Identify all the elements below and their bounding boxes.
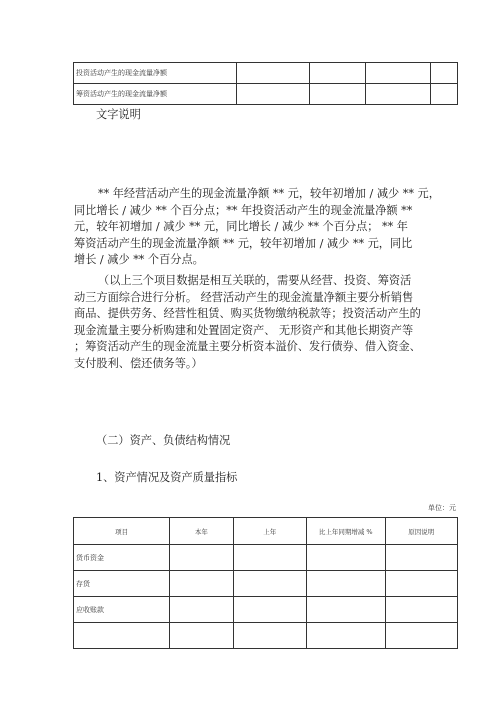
paragraph-line: 动三方面综合进行分析。 经营活动产生的现金流量净额主要分析销售 <box>74 290 414 304</box>
table-cell <box>385 571 457 597</box>
row-label <box>74 623 170 649</box>
table-cell <box>306 597 385 623</box>
paragraph-line: 增长 / 减少 ** 个百分点。 <box>74 253 204 266</box>
table-row <box>74 545 458 571</box>
table-cell <box>306 623 385 649</box>
table-header-row <box>74 518 458 545</box>
analysis-paragraph <box>74 273 460 372</box>
column-header: 本年 <box>170 518 233 545</box>
paragraph-line: 筹资活动产生的现金流量净额 ** 元，较年初增加 / 减少 ** 元，同比 <box>74 236 413 250</box>
subsection-heading: 1、资产情况及资产质量指标 <box>96 471 238 484</box>
table-cell <box>170 545 233 571</box>
row-label: 货币资金 <box>74 545 170 571</box>
column-header: 原因说明 <box>385 518 457 545</box>
table-row <box>74 84 458 105</box>
row-label: 存货 <box>74 571 170 597</box>
table-row <box>74 597 458 623</box>
table-cell <box>366 84 431 105</box>
row-label: 投资活动产生的现金流量净额 <box>74 63 237 84</box>
table-cell <box>170 623 233 649</box>
row-label: 筹资活动产生的现金流量净额 <box>74 84 237 105</box>
text-note-heading: 文字说明 <box>96 108 141 121</box>
cash-flow-table <box>73 62 458 105</box>
row-label: 应收账款 <box>74 597 170 623</box>
table-cell <box>233 597 306 623</box>
table-row <box>74 63 458 84</box>
table-cell <box>170 597 233 623</box>
column-header: 项目 <box>74 518 170 545</box>
table-cell <box>385 545 457 571</box>
table-cell <box>306 545 385 571</box>
table-cell <box>233 623 306 649</box>
table-cell <box>237 63 310 84</box>
table-cell <box>385 623 457 649</box>
table-cell <box>431 84 458 105</box>
table-row <box>74 623 458 649</box>
table-cell <box>310 63 366 84</box>
table-cell <box>237 84 310 105</box>
table-cell <box>306 571 385 597</box>
table-cell <box>233 545 306 571</box>
table-cell <box>233 571 306 597</box>
cash-flow-paragraph <box>74 186 460 269</box>
paragraph-line: 现金流量主要分析购建和处置固定资产、 无形资产和其他长期资产等 <box>74 323 414 337</box>
table-cell <box>170 571 233 597</box>
paragraph-line: 元，较年初增加 / 减少 ** 元，同比增长 / 减少 ** 个百分点； ** 年 <box>74 220 408 233</box>
paragraph-line: 支付股利、偿还债务等。） <box>74 356 203 370</box>
asset-quality-table <box>73 517 458 649</box>
column-header: 比上年同期增减 % <box>306 518 385 545</box>
table-cell <box>366 63 431 84</box>
table-cell <box>431 63 458 84</box>
unit-label: 单位：元 <box>428 504 456 512</box>
column-header: 上年 <box>233 518 306 545</box>
section-heading: （二）资产、负债结构情况 <box>96 434 231 447</box>
paragraph-line: ** 年经营活动产生的现金流量净额 ** 元，较年初增加 / 减少 ** 元， <box>98 187 440 200</box>
paragraph-line: （以上三个项目数据是相互关联的，需要从经营、投资、筹资活 <box>98 274 412 287</box>
paragraph-line: 商品、提供劳务、经营性租赁、购买货物缴纳税款等；投资活动产生的 <box>74 307 421 320</box>
paragraph-line: 同比增长 / 减少 ** 个百分点；** 年投资活动产生的现金流量净额 ** <box>74 203 413 217</box>
table-cell <box>310 84 366 105</box>
paragraph-line: ；筹资活动产生的现金流量主要分析资本溢价、发行债券、借入资金、 <box>74 340 421 353</box>
table-row <box>74 571 458 597</box>
table-cell <box>385 597 457 623</box>
